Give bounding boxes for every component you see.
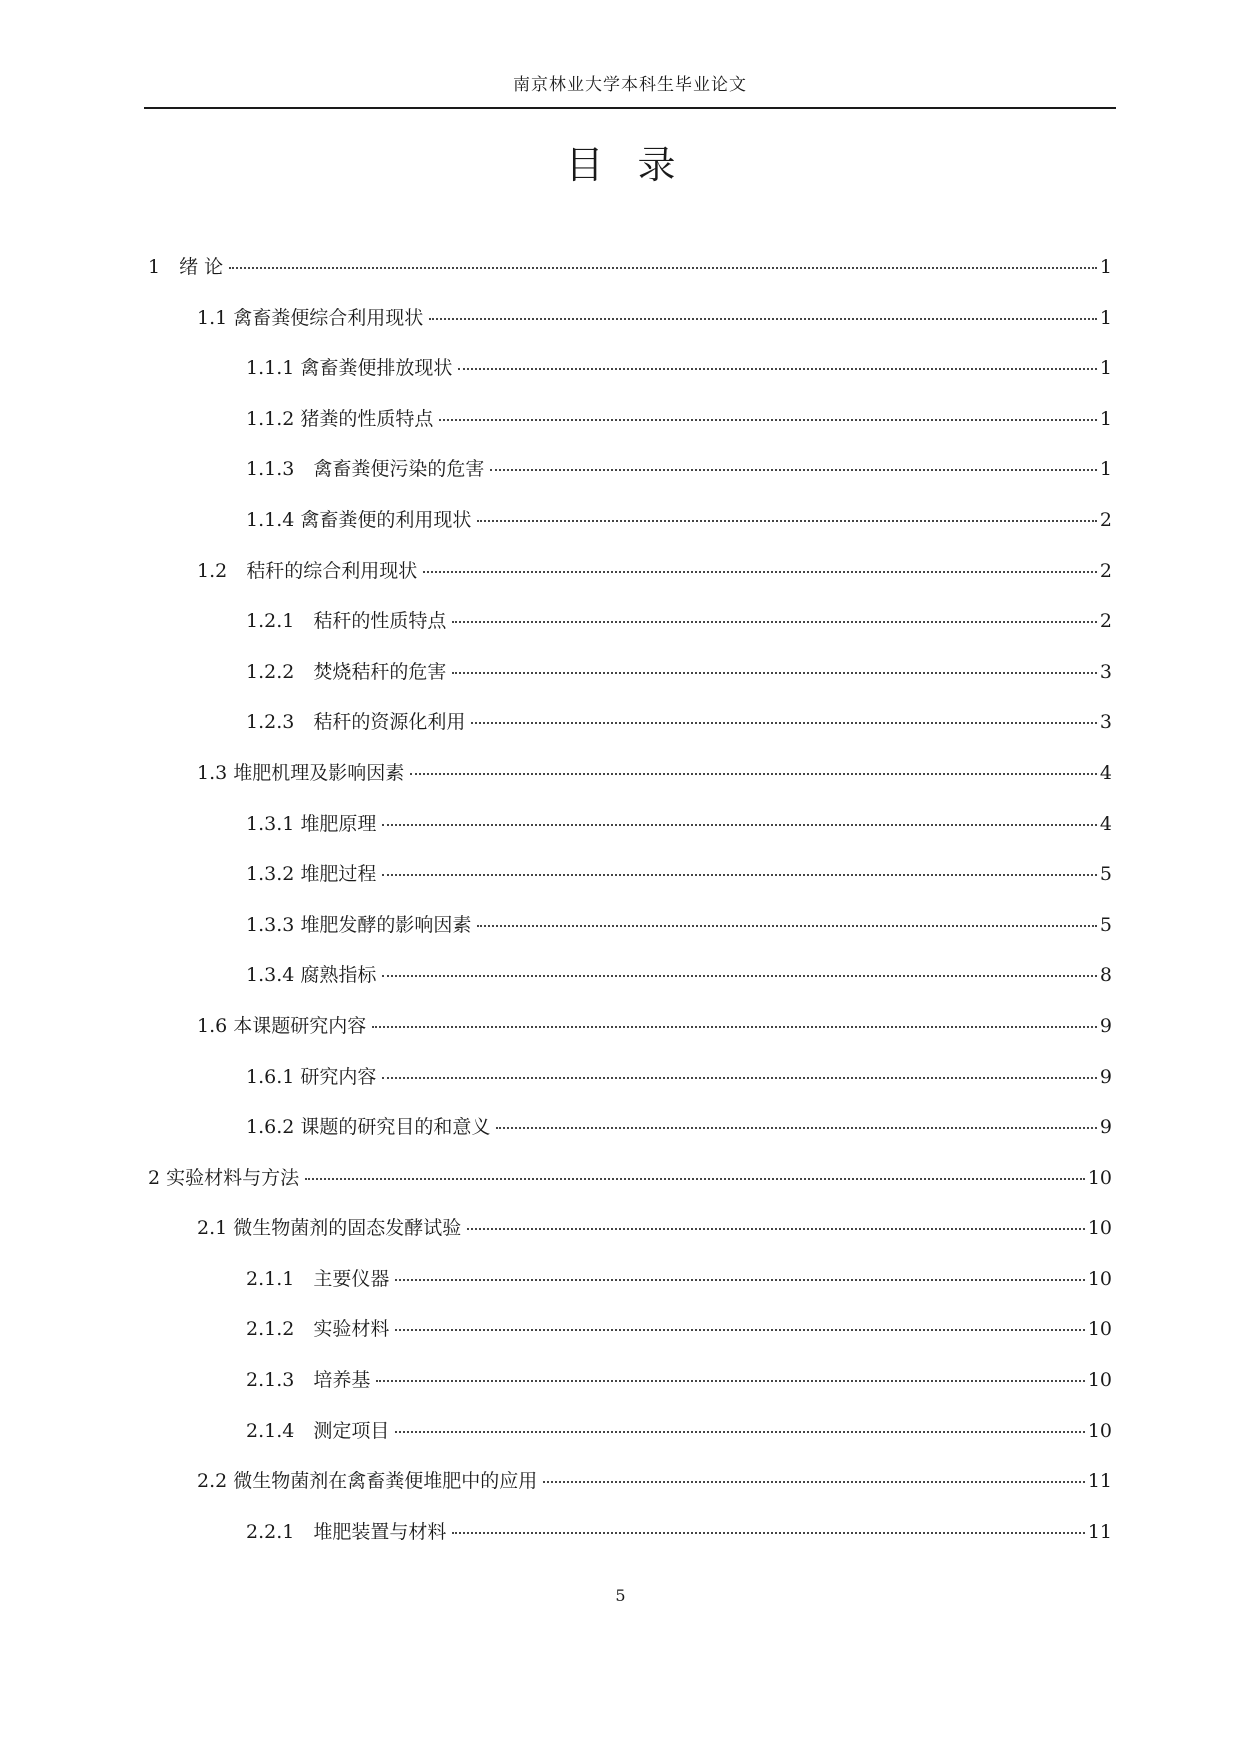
toc-entry-page: 1 xyxy=(1099,306,1112,329)
dot-leader xyxy=(467,1228,1085,1230)
toc-entry-page: 5 xyxy=(1099,863,1112,886)
toc-entry-page: 5 xyxy=(1099,913,1112,936)
toc-entry[interactable] xyxy=(148,660,1112,711)
toc-entry-page: 10 xyxy=(1087,1318,1112,1341)
toc-entry-text: 2.1.4 测定项目 xyxy=(246,1419,390,1442)
dot-leader xyxy=(490,469,1097,471)
toc-entry[interactable] xyxy=(148,457,1112,508)
dot-leader xyxy=(382,874,1097,876)
dot-leader xyxy=(372,1026,1097,1028)
toc-entry-text: 1.2.1 秸秆的性质特点 xyxy=(246,610,447,633)
toc-entry[interactable] xyxy=(148,407,1112,458)
toc-entry-page: 1 xyxy=(1099,357,1112,380)
dot-leader xyxy=(395,1329,1084,1331)
toc-entry[interactable] xyxy=(148,963,1112,1014)
dot-leader xyxy=(471,722,1097,724)
toc-entry-page: 10 xyxy=(1087,1267,1112,1290)
toc-entry-page: 9 xyxy=(1099,1014,1112,1037)
dot-leader xyxy=(543,1481,1085,1483)
header-rule xyxy=(144,107,1116,109)
toc-entry[interactable] xyxy=(148,1065,1112,1116)
toc-entry-page: 8 xyxy=(1099,964,1112,987)
toc-entry-text: 2 实验材料与方法 xyxy=(148,1166,300,1189)
toc-entry[interactable] xyxy=(148,1216,1112,1267)
toc-entry[interactable] xyxy=(148,1014,1112,1065)
toc-entry-text: 2.1.1 主要仪器 xyxy=(246,1267,390,1290)
toc-entry-text: 1.2.2 焚烧秸秆的危害 xyxy=(246,660,447,683)
toc-entry[interactable] xyxy=(148,1267,1112,1318)
toc-entry-page: 4 xyxy=(1099,761,1112,784)
toc-entry-text: 1.1.3 禽畜粪便污染的危害 xyxy=(246,458,485,481)
toc-entry[interactable] xyxy=(148,1520,1112,1571)
toc-entry-text: 1.2.3 秸秆的资源化利用 xyxy=(246,711,466,734)
running-header: 南京林业大学本科生毕业论文 xyxy=(513,75,747,95)
toc-entry[interactable] xyxy=(148,812,1112,863)
toc-entry-text: 2.1.2 实验材料 xyxy=(246,1318,390,1341)
toc-entry-text: 2.2 微生物菌剂在禽畜粪便堆肥中的应用 xyxy=(197,1470,538,1493)
toc-entry[interactable] xyxy=(148,559,1112,610)
toc-entry[interactable] xyxy=(148,862,1112,913)
dot-leader xyxy=(496,1127,1097,1129)
toc-entry-text: 2.1 微生物菌剂的固态发酵试验 xyxy=(197,1217,462,1240)
page-number: 5 xyxy=(615,1586,626,1605)
toc-entry[interactable] xyxy=(148,913,1112,964)
toc-entry[interactable] xyxy=(148,1469,1112,1520)
toc-entry-page: 11 xyxy=(1087,1470,1112,1493)
toc-entry[interactable] xyxy=(148,255,1112,306)
toc-entry-text: 1.1.1 禽畜粪便排放现状 xyxy=(246,357,453,380)
dot-leader xyxy=(423,571,1097,573)
toc-entry-page: 2 xyxy=(1099,508,1112,531)
dot-leader xyxy=(229,267,1097,269)
dot-leader xyxy=(382,1077,1097,1079)
toc-entry-text: 1.3.3 堆肥发酵的影响因素 xyxy=(246,913,472,936)
toc-entry[interactable] xyxy=(148,1317,1112,1368)
toc-entry[interactable] xyxy=(148,609,1112,660)
toc-entry-page: 4 xyxy=(1099,812,1112,835)
toc-entry-page: 1 xyxy=(1099,458,1112,481)
table-of-contents xyxy=(148,255,1112,1570)
toc-entry-text: 1.3.4 腐熟指标 xyxy=(246,964,377,987)
dot-leader xyxy=(395,1431,1084,1433)
toc-entry-page: 1 xyxy=(1099,256,1112,278)
dot-leader xyxy=(429,318,1097,320)
toc-entry[interactable] xyxy=(148,761,1112,812)
dot-leader xyxy=(452,1532,1084,1534)
toc-entry-text: 1 绪 论 xyxy=(148,256,224,278)
toc-entry-text: 1.1 禽畜粪便综合利用现状 xyxy=(197,306,424,329)
dot-leader xyxy=(410,773,1097,775)
toc-entry-page: 10 xyxy=(1087,1419,1112,1442)
toc-entry[interactable] xyxy=(148,1419,1112,1470)
dot-leader xyxy=(382,975,1097,977)
toc-entry-text: 1.1.4 禽畜粪便的利用现状 xyxy=(246,508,472,531)
toc-entry-page: 11 xyxy=(1087,1520,1112,1543)
toc-entry-page: 10 xyxy=(1087,1217,1112,1240)
dot-leader xyxy=(477,925,1097,927)
toc-entry-page: 1 xyxy=(1099,407,1112,430)
toc-entry-text: 1.6 本课题研究内容 xyxy=(197,1014,367,1037)
toc-entry-text: 1.6.2 课题的研究目的和意义 xyxy=(246,1116,491,1139)
toc-entry-text: 1.6.1 研究内容 xyxy=(246,1065,377,1088)
dot-leader xyxy=(452,621,1097,623)
dot-leader xyxy=(458,368,1097,370)
toc-entry-text: 2.1.3 培养基 xyxy=(246,1369,371,1392)
dot-leader xyxy=(395,1279,1084,1281)
dot-leader xyxy=(382,824,1097,826)
toc-entry-text: 1.1.2 猪粪的性质特点 xyxy=(246,407,434,430)
dot-leader xyxy=(477,520,1097,522)
toc-entry-page: 9 xyxy=(1099,1116,1112,1139)
toc-entry[interactable] xyxy=(148,1368,1112,1419)
toc-entry-page: 10 xyxy=(1087,1166,1112,1189)
toc-entry-text: 1.3.1 堆肥原理 xyxy=(246,812,377,835)
toc-entry-page: 2 xyxy=(1099,610,1112,633)
toc-entry-page: 3 xyxy=(1099,660,1112,683)
toc-entry[interactable] xyxy=(148,1166,1112,1217)
toc-entry[interactable] xyxy=(148,356,1112,407)
dot-leader xyxy=(452,672,1097,674)
toc-title: 目录 xyxy=(565,143,710,187)
toc-entry-page: 10 xyxy=(1087,1369,1112,1392)
dot-leader xyxy=(439,419,1097,421)
dot-leader xyxy=(305,1178,1085,1180)
toc-entry-text: 1.3.2 堆肥过程 xyxy=(246,863,377,886)
toc-entry[interactable] xyxy=(148,710,1112,761)
toc-entry-page: 9 xyxy=(1099,1065,1112,1088)
toc-entry-page: 3 xyxy=(1099,711,1112,734)
dot-leader xyxy=(376,1380,1084,1382)
toc-entry-text: 1.2 秸秆的综合利用现状 xyxy=(197,559,418,582)
toc-entry-page: 2 xyxy=(1099,559,1112,582)
toc-entry-text: 1.3 堆肥机理及影响因素 xyxy=(197,761,405,784)
toc-entry[interactable] xyxy=(148,508,1112,559)
toc-entry[interactable] xyxy=(148,306,1112,357)
toc-entry-text: 2.2.1 堆肥装置与材料 xyxy=(246,1520,447,1543)
toc-entry[interactable] xyxy=(148,1115,1112,1166)
